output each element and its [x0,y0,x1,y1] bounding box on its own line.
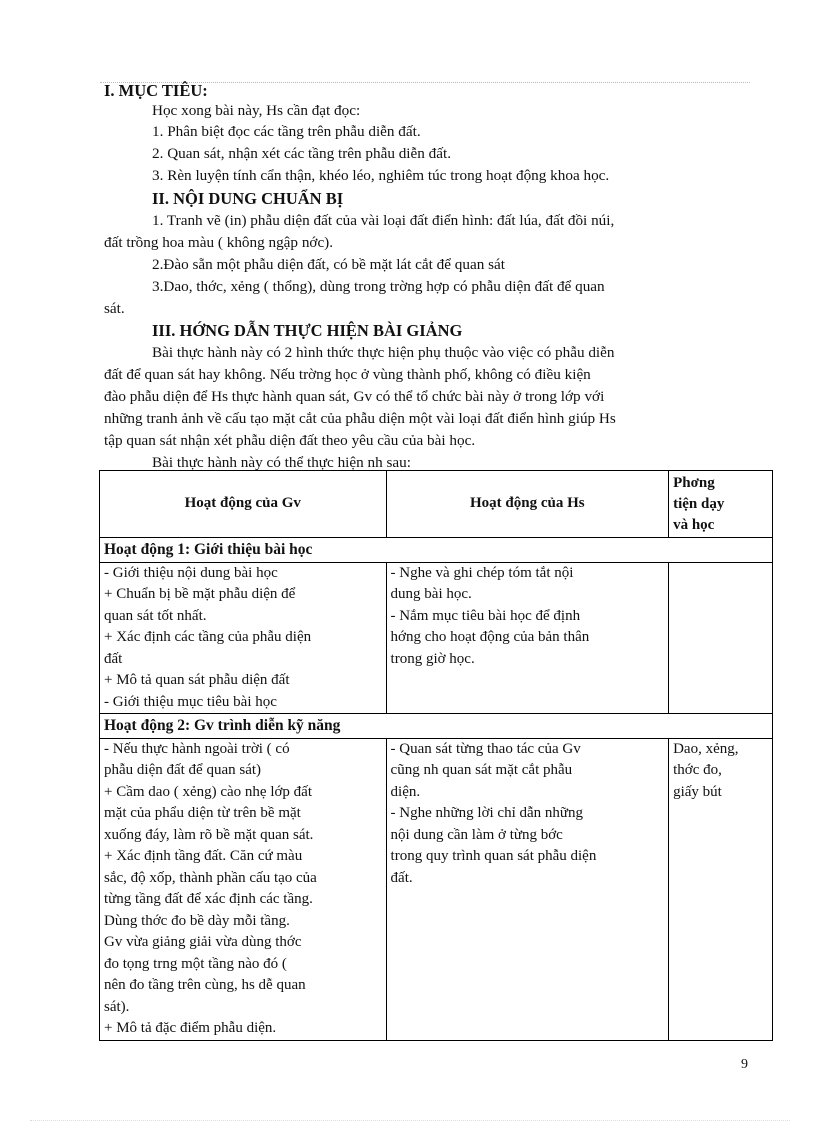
section-1-means-cell [669,562,773,714]
guide-para-line-2: đất để quan sát hay không. Nếu trờng học ở vùng thành phố, không có điều kiện [104,366,591,383]
preparation-item-2: 2.Đào sẵn một phẫu diện đất, có bề mặt lát cắt để quan sát [152,256,505,273]
list-item: Dùng thớc đo bề dày mỗi tầng. [104,912,290,929]
section-2-title-row [100,714,773,739]
list-item: + Cầm dao ( xẻng) cào nhẹ lớp đất [104,783,312,800]
objective-item-1: 1. Phân biệt đọc các tầng trên phẫu diễn đất. [152,123,421,140]
preparation-item-3-line-1: 3.Dao, thớc, xẻng ( thổng), dùng trong trờng hợp có phẫu diện đất để quan [152,278,605,295]
guide-para-line-1: Bài thực hành này có 2 hình thức thực hiện phụ thuộc vào việc có phẫu diễn [152,344,615,361]
list-item: quan sát tốt nhất. [104,607,207,624]
list-item: - Nắm mục tiêu bài học để định [390,607,581,624]
list-item: + Chuẩn bị bề mặt phẫu diện để [104,586,296,602]
guide-para-line-3: đào phẫu diện để Hs thực hành quan sát, Gv có thể tổ chức bài này ở trong lớp với [104,388,605,405]
list-item: + Xác định tầng đất. Căn cứ màu [104,848,303,864]
section-2-content-row [100,738,773,1040]
list-item: phẫu diện đất để quan sát) [104,762,262,778]
list-item: + Mô tả đặc điểm phẫu diện. [104,1020,277,1036]
list-item: - Nghe những lời chỉ dẫn những [390,805,584,821]
header-gv: Hoạt động của Gv [100,471,387,538]
objectives-heading: I. MỤC TIÊU: [104,81,208,100]
list-item: + Xác định các tầng của phẫu diện [104,629,312,645]
section-1-hs-cell [386,562,669,714]
section-1-title-row [100,538,773,563]
section-2-hs-cell [386,738,669,1040]
preparation-item-1-line-2: đất trồng hoa màu ( không ngập nớc). [104,234,334,251]
list-item: xuống đáy, làm rõ bề mặt quan sát. [104,826,314,843]
list-item: - Giới thiệu mục tiêu bài học [104,693,277,710]
section-1-gv-cell [100,562,387,714]
list-item: - Quan sát từng thao tác của Gv [390,740,581,757]
list-item: đo tọng trng một tầng nào đó ( [104,955,287,972]
list-item: - Nghe và ghi chép tóm tắt nội [390,564,574,581]
list-item: - Giới thiệu nội dung bài học [104,564,278,581]
list-item: đất [104,650,123,667]
list-item: nội dung cần làm ở từng bớc [390,826,563,843]
list-item: - Nếu thực hành ngoài trời ( có [104,740,290,757]
preparation-heading: II. NỘI DUNG CHUẨN BỊ [152,189,344,208]
objective-item-3: 3. Rèn luyện tính cẩn thận, khéo léo, nghiêm túc trong hoạt động khoa học. [152,167,610,184]
section-2-title: Hoạt động 2: Gv trình diễn kỹ năng [100,714,773,739]
header-means [669,471,773,538]
objective-item-2: 2. Quan sát, nhận xét các tầng trên phẫu diễn đất. [152,145,452,162]
list-item: hớng cho hoạt động của bản thân [390,629,590,645]
guide-heading: III. HỚNG DẪN THỰC HIỆN BÀI GIẢNG [152,321,463,340]
section-2-gv-cell [100,738,387,1040]
list-item: trong quy trình quan sát phẫu diện [390,848,597,864]
table-header-row [100,471,773,538]
header-means-line: và học [673,516,715,533]
guide-lead: Bài thực hành này có thể thực hiện nh sau: [152,454,411,471]
header-hs: Hoạt động của Hs [386,471,669,538]
guide-para-line-4: những tranh ảnh về cấu tạo mặt cắt của phẫu diện một vài loại đất điển hình giúp Hs [104,410,616,427]
list-item: Dao, xẻng, [673,740,739,757]
list-item: sắc, độ xốp, thành phần cấu tạo của [104,869,317,886]
list-item: diện. [390,783,421,800]
list-item: Gv vừa giảng giải vừa dùng thớc [104,934,302,950]
list-item: mặt của phẩu diện từ trên bề mặt [104,805,301,821]
list-item: giấy bút [673,783,722,800]
page-number: 9 [741,1057,748,1072]
preparation-item-1-line-1: 1. Tranh vẽ (in) phẫu diện đất của vài loại đất điển hình: đất lúa, đất đồi núi, [152,212,615,229]
list-item: trong giờ học. [390,650,475,667]
header-means-line: Phơng [673,474,715,491]
list-item: + Mô tả quan sát phẫu diện đất [104,672,290,688]
section-2-means-cell [669,738,773,1040]
list-item: thớc đo, [673,762,722,778]
header-means-line: tiện dạy [673,495,725,512]
guide-para-line-5: tập quan sát nhận xét phẫu diện đất theo yêu cầu của bài học. [104,432,476,449]
list-item: nên đo tầng trên cùng, hs dễ quan [104,977,306,993]
objectives-intro: Học xong bài này, Hs cần đạt đọc: [152,102,361,119]
list-item: từng tầng đất để xác định các tầng. [104,891,313,907]
section-1-title: Hoạt động 1: Giới thiệu bài học [100,538,773,563]
bottom-guide-line [30,1120,790,1121]
list-item: cũng nh quan sát mặt cắt phẫu [390,762,573,778]
list-item: sát). [104,998,130,1015]
list-item: đất. [390,869,413,886]
section-1-content-row [100,562,773,714]
list-item: dung bài học. [390,586,472,602]
preparation-item-3-line-2: sát. [104,300,125,317]
activity-table [99,470,773,1041]
